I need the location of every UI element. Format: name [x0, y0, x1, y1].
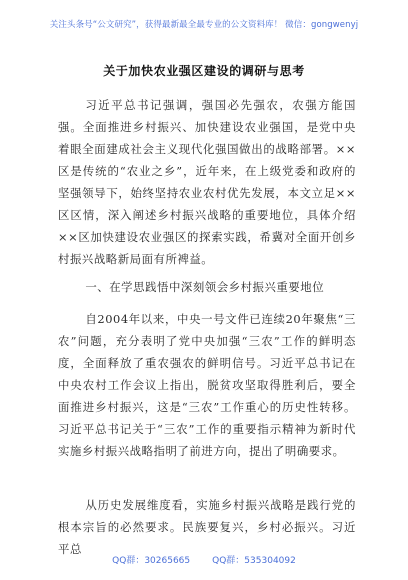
section-heading-1: 一、在学思践悟中深刻领会乡村振兴重要地位 [85, 280, 325, 294]
paragraph-3: 从历史发展维度看，实施乡村振兴战略是践行党的根本宗旨的必然要求。民族要复兴，乡村必振兴。习近平总 [58, 498, 356, 556]
header-banner: 关注头条号“公文研究”，获得最新最全最专业的公文资料库！ 微信：gongwenyj [49, 20, 359, 30]
paragraph-intro: 习近平总书记强调，强国必先强农，农强方能国强。全面推进乡村振兴、加快建设农业强国，是党中央着眼全面建成社会主义现代化强国做出的战略部署。××区是传统的“农业之乡”，近年来，在上级党委和政府的坚强领导下，始终坚持农业农村优先发展，本文立足××区区情，深入阐述乡村振兴战略的重要地位，具体介绍××区加快建设农业强区的探索实践，希冀对全面开创乡村振兴战略新局面有所裨益。 [58, 98, 356, 266]
paragraph-2: 自2004年以来，中央一号文件已连续20年聚焦“三农”问题，充分表明了党中央加强“三农”工作的鲜明态度，全面释放了重农强农的鲜明信号。习近平总书记在中央农村工作会议上指出，脱贫攻坚取得胜利后，要全面推进乡村振兴，这是“三农”工作重心的历史性转移。习近平总书记关于“三农”工作的重要指示精神为新时代实施乡村振兴战略指明了前进方向，提出了明确要求。 [58, 312, 356, 458]
footer-qq-group-2: QQ群：535304092 [212, 556, 296, 566]
footer [0, 553, 408, 566]
document-title: 关于加快农业强区建设的调研与思考 [103, 64, 305, 78]
footer-qq-group-1: QQ群：30265665 [112, 556, 191, 566]
